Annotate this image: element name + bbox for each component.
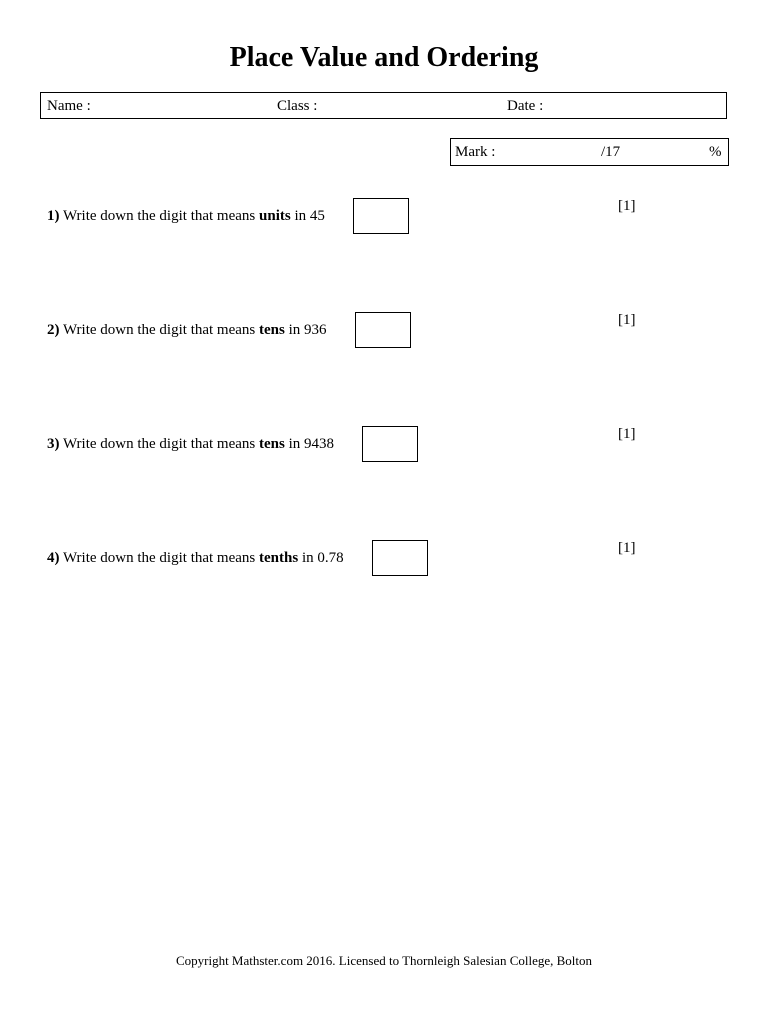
- mark-label: Mark :: [455, 144, 496, 160]
- answer-box-3[interactable]: [362, 426, 418, 462]
- question-keyword: tens: [259, 322, 285, 338]
- student-info-box: [40, 92, 727, 119]
- class-label: Class :: [277, 98, 318, 114]
- mark-total: /17: [601, 144, 621, 160]
- question-text: Write down the digit that means: [62, 550, 256, 566]
- question-suffix: in 9438: [288, 436, 335, 452]
- question-marks-1: [1]: [618, 198, 636, 214]
- date-label: Date :: [507, 98, 544, 114]
- mark-box: [450, 138, 729, 166]
- question-suffix: in 45: [294, 208, 325, 224]
- question-number: 1): [47, 208, 60, 224]
- answer-box-4[interactable]: [372, 540, 428, 576]
- question-text: Write down the digit that means: [62, 322, 256, 338]
- question-4: [47, 550, 344, 567]
- question-marks-2: [1]: [618, 312, 636, 328]
- answer-box-1[interactable]: [353, 198, 409, 234]
- question-keyword: units: [259, 208, 291, 224]
- question-marks-3: [1]: [618, 426, 636, 442]
- question-text: Write down the digit that means: [62, 208, 256, 224]
- mark-percent: %: [709, 144, 722, 160]
- question-marks-4: [1]: [618, 540, 636, 556]
- copyright-footer: Copyright Mathster.com 2016. Licensed to Thornleigh Salesian College, Bolton: [175, 953, 593, 968]
- question-text: Write down the digit that means: [62, 436, 256, 452]
- question-1: [47, 208, 325, 225]
- name-label: Name :: [47, 98, 91, 114]
- question-keyword: tens: [259, 436, 285, 452]
- question-3: [47, 436, 334, 453]
- question-keyword: tenths: [259, 550, 299, 566]
- question-suffix: in 936: [288, 322, 327, 338]
- question-suffix: in 0.78: [301, 550, 344, 566]
- answer-box-2[interactable]: [355, 312, 411, 348]
- question-number: 3): [47, 436, 60, 452]
- question-number: 2): [47, 322, 60, 338]
- question-number: 4): [47, 550, 60, 566]
- page-title: Place Value and Ordering: [229, 42, 539, 73]
- question-2: [47, 322, 327, 339]
